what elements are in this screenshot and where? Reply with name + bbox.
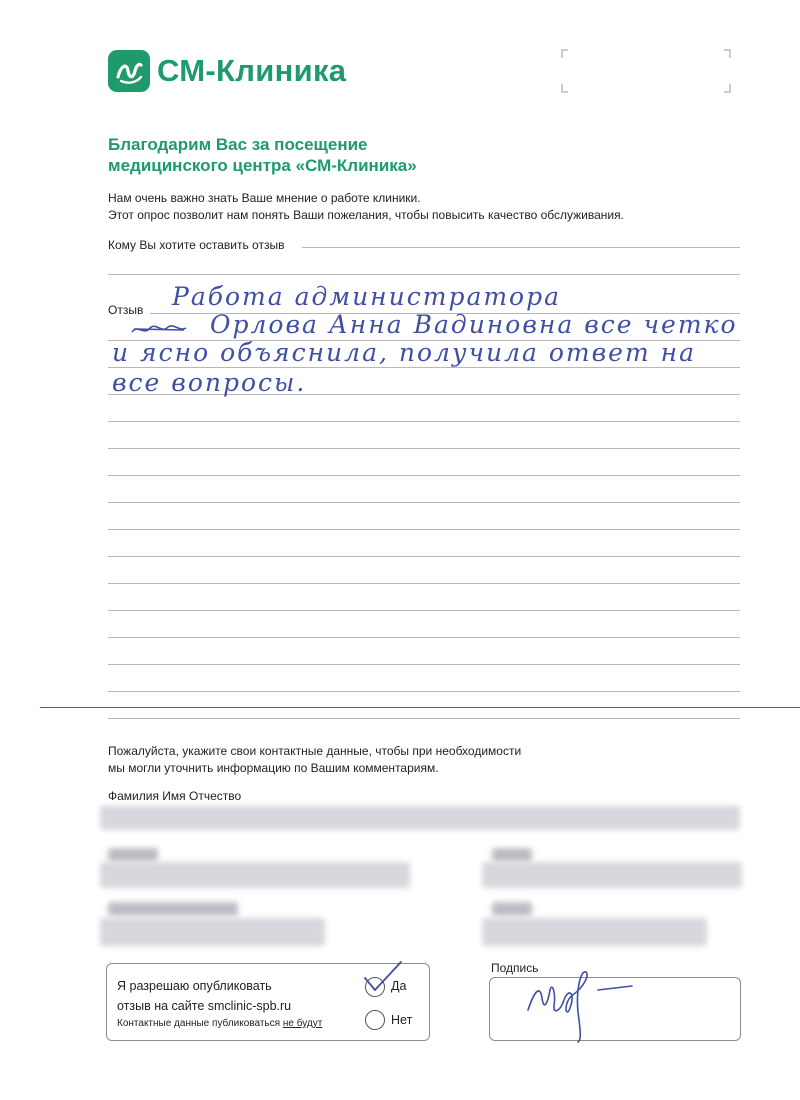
thanks-line-2: медицинского центра «СМ-Клиника» <box>108 156 417 175</box>
to-whom-field-line-2[interactable] <box>108 274 740 275</box>
contact-note-line-2: мы могли уточнить информацию по Вашим комментариям. <box>108 761 439 775</box>
review-line <box>108 529 740 530</box>
intro-line-2: Этот опрос позволит нам понять Ваши пожелания, чтобы повысить качество обслуживания. <box>108 208 624 222</box>
thanks-line-1: Благодарим Вас за посещение <box>108 135 368 154</box>
page-fold-line <box>40 707 800 708</box>
contact-note <box>108 743 708 777</box>
review-line <box>108 421 740 422</box>
scan-corner-marks <box>560 46 732 96</box>
redacted-phone-label <box>108 848 158 862</box>
redacted-phone[interactable] <box>100 862 410 888</box>
review-handwriting-line-4: все вопросы. <box>112 368 307 397</box>
to-whom-field[interactable] <box>302 247 740 248</box>
redacted-date[interactable] <box>482 862 742 888</box>
crossed-out-word <box>128 318 190 340</box>
intro-line-1: Нам очень важно знать Ваше мнение о работе клиники. <box>108 191 421 205</box>
review-line <box>108 583 740 584</box>
review-line <box>108 664 740 665</box>
review-label: Отзыв <box>108 303 144 317</box>
review-line <box>108 448 740 449</box>
review-handwriting-line-3: и ясно объяснила, получила ответ на <box>112 338 697 367</box>
thanks-heading <box>108 134 668 176</box>
consent-line-1: Я разрешаю опубликовать <box>117 979 272 993</box>
review-line <box>108 610 740 611</box>
review-line <box>108 475 740 476</box>
signature-field[interactable] <box>489 977 741 1041</box>
radio-yes-label: Да <box>391 979 407 993</box>
fio-label: Фамилия Имя Отчество <box>108 789 242 803</box>
radio-no-label: Нет <box>391 1013 413 1027</box>
brand-name: СМ-Клиника <box>157 53 347 88</box>
review-handwriting-line-1: Работа администратора <box>172 282 562 311</box>
redacted-date-label <box>492 848 532 862</box>
redacted-email[interactable] <box>100 918 325 946</box>
clinic-logo-icon <box>108 50 150 92</box>
publish-consent-box <box>106 963 430 1041</box>
consent-line-2: отзыв на сайте smclinic-spb.ru <box>117 999 292 1013</box>
consent-note-underlined: не будут <box>282 1018 323 1029</box>
redacted-extra[interactable] <box>482 918 707 946</box>
review-line <box>108 556 740 557</box>
review-line <box>108 502 740 503</box>
review-line <box>108 691 740 692</box>
consent-note <box>117 1018 322 1029</box>
contact-note-line-1: Пожалуйста, укажите свои контактные данные, чтобы при необходимости <box>108 744 522 758</box>
redacted-extra-label <box>492 902 532 916</box>
to-whom-label: Кому Вы хотите оставить отзыв <box>108 238 285 252</box>
consent-text <box>117 976 291 1016</box>
review-line <box>108 637 740 638</box>
redacted-fio[interactable] <box>100 806 740 830</box>
handwritten-signature <box>520 962 650 1052</box>
redacted-email-label <box>108 902 238 916</box>
intro-text <box>108 190 728 224</box>
review-handwriting-line-2: Орлова Анна Вадиновна все четко <box>210 310 738 339</box>
review-line <box>108 718 740 719</box>
signature-label: Подпись <box>491 961 539 975</box>
radio-no[interactable] <box>365 1010 385 1030</box>
consent-note-prefix: Контактные данные публиковаться <box>117 1018 283 1029</box>
